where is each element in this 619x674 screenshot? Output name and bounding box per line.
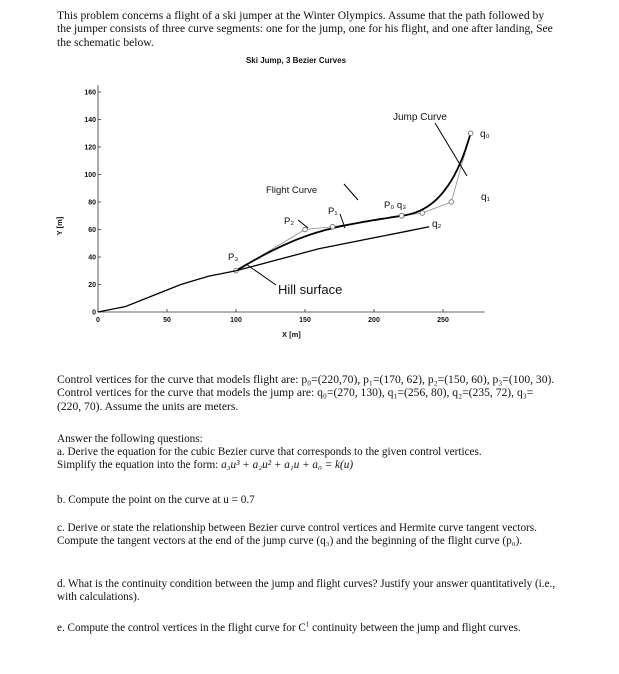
question-a-line2 — [57, 459, 557, 472]
y-tick-label: 160 — [84, 89, 96, 97]
q1-label: q₁ — [481, 192, 490, 203]
x-tick-label: 100 — [230, 317, 242, 324]
questions-intro: Answer the following questions: — [57, 433, 203, 445]
question-a-equation: a₃u³ + a₂u² + a₁u + a₀ = k(u) — [221, 459, 354, 471]
control-vertex-marker — [303, 227, 308, 232]
control-vertex-marker — [330, 224, 335, 229]
q2-label: q₂ — [432, 219, 442, 230]
bezier-curve-0 — [402, 133, 471, 216]
bezier-curve-1 — [236, 216, 402, 271]
control-vertex-marker — [399, 213, 404, 218]
x-tick-label: 0 — [96, 317, 100, 324]
chart-title: Ski Jump, 3 Bezier Curves — [245, 56, 347, 65]
control-vertices-paragraph: Control vertices for the curve that models flight are: p₀=(220,70), p₁=(170, 62), p₂=(150, 60), p₃=(100, 30). Control vertices for the curve that models the jump are: q₀=(270, 130), q₁=(256, 80), q₂=(235, 72), q₃= (220, 70). Assume the units are meters. — [57, 373, 555, 413]
question-e-prefix: e. Compute the control vertices in the flight curve for C — [57, 622, 306, 634]
y-tick-label: 0 — [92, 309, 96, 317]
question-a-prefix: Simplify the equation into the form: — [57, 459, 222, 471]
control-polygon-1 — [236, 216, 402, 271]
question-c: c. Derive or state the relationship between Bezier curve control vertices and Hermite curve tangent vectors. Compute the tangent vectors at the end of the jump curve (q₃) and the beginning of the flight curve (p₀). — [57, 522, 537, 547]
ski-jump-chart — [40, 50, 540, 365]
question-e-suffix: continuity between the jump and flight curves. — [309, 622, 521, 634]
intro-paragraph: This problem concerns a flight of a ski jumper at the Winter Olympics. Assume that the path followed by the jumper consists of three curve segments: one for the jump, one for his flight, and one after landing, See the schematic below. — [57, 9, 553, 49]
x-tick-label: 150 — [299, 317, 311, 324]
x-axis-label: X [m] — [282, 330, 301, 339]
question-e — [57, 622, 557, 635]
question-a-line1: a. Derive the equation for the cubic Bezier curve that corresponds to the given control vertices. — [57, 446, 482, 458]
leader-arrow — [344, 184, 358, 200]
jump-curve-label: Jump Curve — [393, 112, 447, 123]
y-tick-label: 60 — [88, 227, 96, 234]
question-e-superscript: 1 — [305, 620, 310, 629]
q0-label: q₀ — [480, 129, 490, 140]
y-tick-label: 80 — [88, 199, 96, 207]
y-tick-label: 40 — [88, 254, 96, 262]
control-vertex-marker — [420, 211, 425, 216]
control-vertex-marker — [449, 200, 454, 205]
control-polygon-0 — [402, 133, 471, 216]
x-tick-label: 50 — [163, 317, 171, 324]
flight-curve-label: Flight Curve — [266, 185, 318, 196]
question-b: b. Compute the point on the curve at u = 0.7 — [57, 494, 255, 506]
hill-surface-line — [98, 227, 429, 312]
y-tick-label: 140 — [84, 117, 96, 124]
x-tick-label: 250 — [437, 317, 449, 324]
leader-arrow — [435, 123, 467, 176]
hill-surface-label: Hill surface — [278, 282, 343, 297]
p2-label: P₂ — [284, 216, 295, 227]
y-axis-label: Y [m] — [55, 216, 64, 236]
p3-label: P₃ — [228, 252, 239, 263]
ski-jump-figure — [40, 50, 540, 365]
leader-arrow — [298, 220, 308, 228]
leader-arrow — [246, 264, 276, 285]
control-vertex-marker — [468, 131, 473, 136]
x-tick-label: 200 — [368, 317, 380, 324]
question-d: d. What is the continuity condition between the jump and flight curves? Justify your answer quantitatively (i.e., with calculations). — [57, 578, 556, 603]
y-tick-label: 120 — [84, 144, 96, 152]
y-tick-label: 20 — [88, 282, 96, 289]
p1-label: P₁ — [328, 206, 338, 217]
p0-q3-label: P₀ q₃ — [384, 200, 407, 211]
y-tick-label: 100 — [84, 172, 96, 179]
